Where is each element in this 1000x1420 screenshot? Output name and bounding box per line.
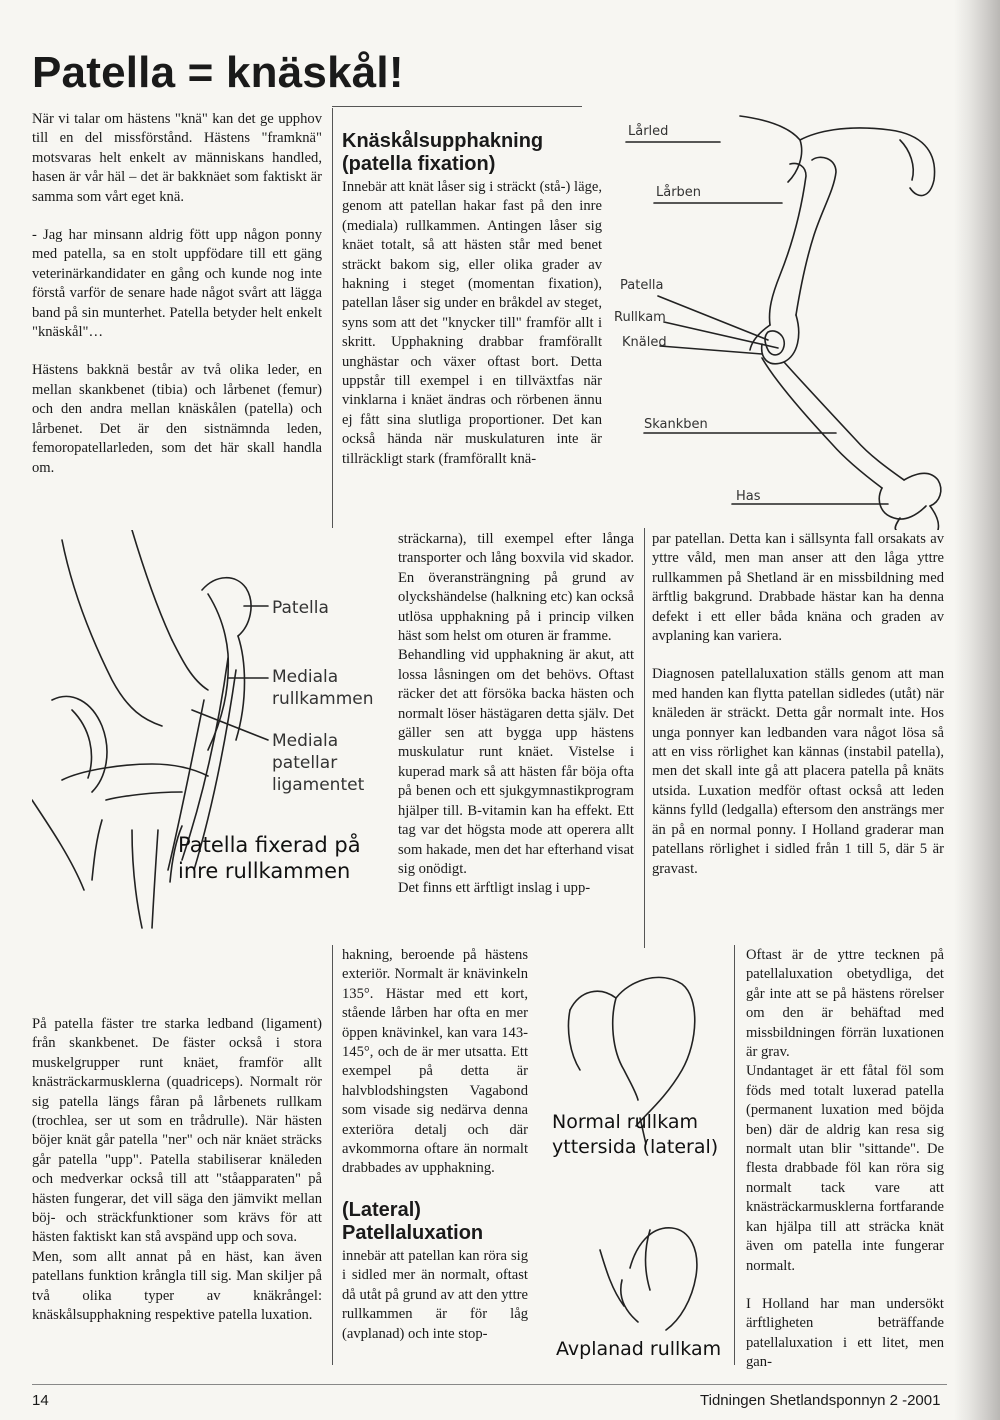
luxation-paragraph: par patellan. Detta kan i sällsynta fall orsakats av yttre våld, men man anser att den låga yttre rullkammen på Shetland är en missbildning med ärftlig bakgrund. Drabbade hästar kan ha denna defekt i ett eller båda knäna och graden av avplaning kan variera. xyxy=(652,531,944,645)
trochlea-drawing xyxy=(540,950,730,1370)
label-mediala-rullkammen: Mediala rullkammen xyxy=(272,667,374,709)
label-knaled: Knäled xyxy=(622,335,667,350)
intro-paragraph: - Jag har minsann aldrig fött upp någon ponny med patella, sa en stolt uppfödare till ett gäng veterinärkandidater en gång och kunde nog inte förstå varför de senare hade något svårt att lägga band på sin munterhet. Patella betyder helt enkelt "knäskål"… xyxy=(32,227,322,341)
page-title: Patella = knäskål! xyxy=(32,48,404,97)
fixation-paragraph: Behandling vid upphakning är akut, att lossa låsningen om det behövs. Oftast räcker det att försöka backa hästen och normalt löser hästägaren detta själv. Det gäller sen att bygga upp hästens muskulatur runt knäet. Vistelse i kuperad mark så att hästen får böja ofta på benen och ett sjukgymnastikprogram hjälper till. B-vitamin kan ha effekt. Ett tag var det högsta mode att operera allt som hakade, men det har efterhand visat sig onödigt. xyxy=(398,647,634,877)
fixation-continued xyxy=(398,530,634,899)
label-rullkam: Rullkam xyxy=(614,310,666,325)
label-knee-patella: Patella xyxy=(272,598,329,618)
luxation-text: innebär att patellan kan röra sig i sidled mer än normalt, oftast då utåt på grund av att den yttre rullkammen är för låg (avplanad) och inte stop- xyxy=(342,1247,528,1342)
fixation-text: Innebär att knät låser sig i sträckt (stå-) läge, genom att patellan hakar fast på den inre (mediala) rullkammen. Antingen låser sig knäet totalt, så att hästen står med benet sträckt bakom sig, eller olika grader av hakning i steget (momentan fixation), patellan låser sig under en bråkdel av steget, syns som att det "knycker till" framför allt i skritt. Upphakning drabbar framförallt unghästar och växer oftast bort. Detta uppstår till exempel i en tillväxtfas när vinklarna i knäet ändras och rörbenen ännu ej fått sina slutliga proportioner. Det kan också hända när muskulaturen inte är tillräckligt stark (framförallt knä- xyxy=(342,179,602,467)
intro-column xyxy=(32,110,322,478)
column-rule xyxy=(644,528,645,948)
column-rule xyxy=(332,945,333,1365)
label-larled: Lårled xyxy=(628,124,669,139)
page-binding-shadow xyxy=(954,0,1000,1420)
middle-bottom-column xyxy=(342,946,528,1344)
caption-avplanad-rullkam: Avplanad rullkam xyxy=(556,1338,722,1360)
fixation-paragraph: sträckarna), till exempel efter långa transporter och lång boxvila vid skador. En överansträngning på grund av olyckshändelse (halkning etc) kan också utlösa upphakning på i princip vilken häst som helst om oturen är framme. xyxy=(398,531,634,645)
fixation-section xyxy=(342,130,602,469)
luxation-right-column xyxy=(652,530,944,879)
far-right-paragraph: I Holland har man undersökt ärftligheten beträffande patellaluxation i ett litet, men gan- xyxy=(746,1295,944,1371)
label-has: Has xyxy=(736,489,761,504)
far-right-column xyxy=(746,946,944,1373)
label-larben: Lårben xyxy=(656,185,702,200)
intro-paragraph: Hästens bakknä består av två olika leder, en mellan skankbenet (tibia) och lårbenet (femur) och den andra mellan knäskålen (patella) och lårbenet. Det är den sistnämnda leden, femoropatellarleden, som det här skall handla om. xyxy=(32,362,322,476)
knee-figure xyxy=(32,530,372,940)
label-mediala-ligament: Mediala patellar ligamentet xyxy=(272,731,365,795)
fixation-heredity: hakning, beroende på hästens exteriör. Normalt är knävinkeln 135°. Hästar med ett kort, stående lårben har ofta en mer öppen knävinkel, kan vara 143-145°, och de är mer utsatta. Ett exempel på detta är halvblodshingsten Vagabond som visade sig nedärva denna exteriöra detalj och där avkommorna oftare än normalt drabbades av upphakning. xyxy=(342,947,528,1177)
publication-name: Tidningen Shetlandsponnyn 2 -2001 xyxy=(700,1392,941,1409)
ligaments-paragraph: På patella fäster tre starka ledband (ligament) från skankbenet. De fäster också i stora muskelgrupper runt knäet, framför allt knästräckarmusklerna (quadriceps). Normalt rör sig patella längs fåran på lårbenets rullkam (trochlea, ser ut som en trådrulle). När hästen böjer knät går patella "ner" och när knäet sträcks går patella "upp". Patella stabiliserar knäleden och medverkar också till att "ståapparaten" på hästen fungerar, det vill säga den jämvikt mellan böj- och sträckfunktioner som krävs för att hästen faktiskt kan stå avspänd upp och sova. xyxy=(32,1016,322,1246)
knee-caption: Patella fixerad på inre rullkammen xyxy=(178,833,361,883)
label-patella: Patella xyxy=(620,278,664,293)
luxation-heading: (Lateral) Patellaluxation xyxy=(342,1198,484,1244)
intro-paragraph: När vi talar om hästens "knä" kan det ge upphov till en del missförstånd. Hästens "framknä" motsvaras helt enkelt av människans handled, hasen är vår häl – det är bakknäet som faktiskt är samma som vårt eget knä. xyxy=(32,111,322,205)
trochlea-figure xyxy=(540,950,730,1370)
ligaments-column xyxy=(32,1015,322,1326)
column-rule xyxy=(332,108,333,528)
label-skankben: Skankben xyxy=(644,417,708,432)
footer-rule xyxy=(32,1384,947,1385)
far-right-paragraph: Undantaget är ett fåtal föl som föds med totalt luxerad patella (permanent luxation med böjda ben) där de aldrig kan resa sig normalt utan blir "sittande". De flesta drabbade föl kan röra sig normalt tack vare att knästräckarmusklerna fortfarande kan hjälpa till att sträcka knät även om patella inte fungerar normalt. xyxy=(746,1063,944,1274)
fixation-heading: Knäskålsupphakning (patella fixation) xyxy=(342,130,544,175)
hindleg-skeleton-figure xyxy=(600,110,960,530)
far-right-paragraph: Oftast är de yttre tecknen på patellaluxation obetydliga, det går inte att se på hästens rörelser om den är behäftad med missbildningen förrän luxationen är grav. xyxy=(746,947,944,1061)
caption-normal-rullkam: Normal rullkam yttersida (lateral) xyxy=(552,1111,719,1158)
luxation-paragraph: Diagnosen patellaluxation ställs genom att man med handen kan flytta patellan sidledes (utåt) när knäleden är sträckt. Detta går normalt inte. Hos unga ponnyer kan ledbanden vara något lösa så att en viss rörlighet kan kännas (instabil patella), men det skall inte gå att placera patella på knäts utsida. Luxation medför oftast också att leden känns fylld (ledgalla) eftersom den ansträngs mer än på en normal ponny. I Holland graderar man patellans rörlighet i sidled från 1 till 5, där 5 är gravast. xyxy=(652,666,944,877)
ligaments-paragraph: Men, som allt annat på en häst, kan även patellans funktion krångla till sig. Man skiljer på två olika typer av knäkrångel: knäskålsupphakning respektive patella luxation. xyxy=(32,1248,322,1324)
header-rule xyxy=(332,106,582,107)
page-number: 14 xyxy=(32,1392,49,1409)
fixation-paragraph: Det finns ett ärftligt inslag i upp- xyxy=(398,880,591,897)
